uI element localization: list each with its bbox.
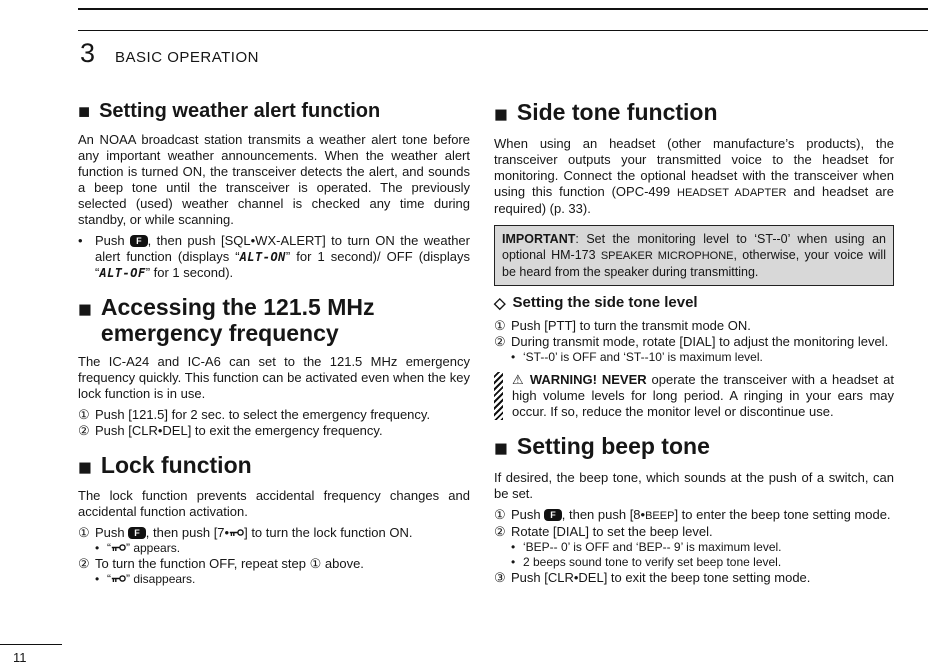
smallcaps-speaker-microphone: SPEAKER MICROPHONE [600, 249, 734, 262]
section-lock-function [78, 453, 470, 588]
heading-lock-function [78, 453, 470, 482]
step [78, 423, 470, 439]
step-number: ② [78, 556, 90, 572]
lcd-alt-on-text: ALT-ON [239, 250, 286, 264]
text-seg: ] to turn the lock function ON. [244, 525, 413, 541]
step-text: To turn the function OFF, repeat step ① above. [95, 556, 364, 572]
step-text: Rotate [DIAL] to set the beep level. [511, 523, 713, 539]
important-box [494, 225, 894, 286]
text-seg: ” disappears. [126, 572, 196, 587]
heading-text: Accessing the 121.5 MHz emergency frequency [100, 294, 375, 346]
heading-text: Setting beep tone [516, 432, 710, 459]
text-seg: When using an headset (other manufacture’s products), the transceiver outputs your transmitted voice to the headset for monitoring. Connect the optional headset with the transceiver when using this function (OPC-499 [494, 135, 894, 199]
text-seg: ” for 1 second). [145, 265, 234, 280]
subheading-text: Setting the side tone level [512, 293, 698, 311]
smallcaps-headset-adapter: HEADSET ADAPTER [677, 186, 787, 199]
page-content [78, 100, 894, 601]
weather-body: An NOAA broadcast station transmits a weather alert tone before any important weather announcements. When the weather alert function is turned ON, the transceiver detects the alert, and sounds a beep tone until the transceiver is operated. The previously selected (used) weather channel is checked any time during standby, or while scanning. [78, 132, 470, 227]
chapter-title: BASIC OPERATION [115, 49, 259, 66]
step-number: ③ [494, 569, 506, 585]
weather-step [78, 233, 470, 281]
right-column [494, 100, 894, 601]
step-number: ② [78, 422, 90, 438]
step-text: Push [121.5] for 2 sec. to select the emergency frequency. [95, 406, 431, 422]
bullet-icon: • [511, 349, 516, 364]
warning-label: WARNING! NEVER [529, 371, 647, 387]
step-text: During transmit mode, rotate [DIAL] to adjust the monitoring level. [511, 333, 889, 349]
page-number: 11 [13, 650, 27, 665]
beep-body: If desired, the beep tone, which sounds at the push of a switch, can be set. [494, 469, 894, 501]
key-lock-icon [229, 528, 244, 537]
step-text: Push [CLR•DEL] to exit the emergency frequency. [95, 422, 383, 438]
step-text: Push [CLR•DEL] to exit the beep tone setting mode. [511, 569, 811, 585]
step [78, 525, 470, 541]
sub-bullet [95, 541, 470, 556]
step [494, 334, 894, 350]
warning-block [494, 372, 894, 420]
step-text [511, 507, 891, 522]
chapter-header [80, 38, 259, 69]
emergency-body: The IC-A24 and IC-A6 can set to the 121.5 MHz emergency frequency quickly. This function can be activated even when the key lock function is in use. [78, 353, 470, 401]
step [494, 507, 894, 524]
key-lock-icon [111, 543, 126, 552]
smallcaps-beep: BEEP [645, 509, 675, 522]
f-key-icon: F [128, 527, 146, 539]
sub-bullet [511, 555, 894, 570]
bullet-icon: • [78, 233, 83, 248]
bullet-icon: • [95, 572, 100, 587]
sub-bullet [511, 540, 894, 555]
top-rule-lower [78, 30, 928, 31]
sub-bullet-text: ‘BEP-- 0’ is OFF and ‘BEP-- 9’ is maximum level. [523, 539, 782, 554]
key-lock-icon [111, 574, 126, 583]
section-emergency-frequency [78, 295, 470, 439]
warning-text [512, 372, 894, 420]
bullet-icon: • [95, 541, 100, 556]
subheading-side-tone-level [494, 294, 894, 312]
sub-bullet-text: 2 beeps sound tone to verify set beep tone level. [523, 554, 782, 569]
text-seg: operate the transceiver with a headset at high volume levels for long period. A ringing in your ears may occur. If so, reduce the monitor level or discontinue use. [512, 371, 894, 419]
square-marker-icon: ■ [78, 101, 91, 123]
text-seg: : Set the monitoring level to ‘ST--0’ when using an optional HM-173 [502, 231, 886, 262]
text-seg: Push [95, 233, 131, 248]
text-seg: “ [107, 541, 111, 556]
step [78, 407, 470, 423]
square-marker-icon: ■ [78, 453, 92, 480]
warning-icon: ⚠ [512, 371, 525, 387]
step-number: ② [494, 333, 506, 349]
step [494, 524, 894, 540]
important-label: IMPORTANT [502, 231, 576, 246]
lcd-alt-off-text: ALT-OF [99, 266, 146, 280]
step-number: ② [494, 523, 506, 539]
heading-weather-alert [78, 100, 470, 125]
sub-bullet [511, 350, 894, 365]
step-number: ① [78, 525, 90, 541]
heading-text: Side tone function [516, 99, 718, 125]
sub-bullet-text [107, 572, 195, 586]
square-marker-icon: ■ [78, 296, 92, 322]
bullet-icon: • [511, 554, 516, 569]
text-seg: “ [107, 572, 111, 587]
section-beep-tone [494, 434, 894, 586]
text-seg: Push [95, 525, 129, 541]
footer-rule [0, 644, 62, 645]
lock-body: The lock function prevents accidental frequency changes and accidental function activation. [78, 488, 470, 520]
heading-text: Lock function [100, 451, 252, 478]
step-text [95, 525, 412, 540]
heading-beep-tone [494, 434, 894, 463]
text-seg: ” appears. [126, 541, 181, 556]
heading-text: Setting weather alert function [99, 100, 381, 122]
heading-side-tone [494, 100, 894, 129]
step-text: Push [PTT] to turn the transmit mode ON. [511, 317, 751, 333]
sidetone-body [494, 136, 894, 217]
heading-emergency-frequency [78, 295, 470, 347]
bullet-icon: • [511, 539, 516, 554]
text-seg: ] to enter the beep tone setting mode. [674, 506, 891, 522]
step [494, 318, 894, 334]
step-number: ① [494, 317, 506, 333]
hatch-bar-icon [494, 372, 503, 420]
sub-bullet [95, 572, 470, 587]
step [494, 570, 894, 586]
sub-bullet-text [107, 541, 180, 555]
square-marker-icon: ■ [494, 101, 508, 127]
square-marker-icon: ■ [494, 434, 508, 461]
top-rule-upper [78, 8, 928, 10]
step-number: ① [78, 406, 90, 422]
text-seg: , then push [7• [145, 525, 230, 541]
section-weather-alert [78, 100, 470, 281]
text-seg: , otherwise, your voice will be heard from the speaker during transmitting. [502, 247, 886, 279]
section-side-tone [494, 100, 894, 420]
sub-bullet-text: ‘ST--0’ is OFF and ‘ST--10’ is maximum level. [523, 349, 763, 364]
text-seg: , then push [SQL•WX-ALERT] to turn ON the weather alert function (displays “ [95, 233, 470, 264]
text-seg: , then push [8• [561, 506, 646, 522]
weather-step-text [95, 233, 470, 280]
chapter-number: 3 [80, 38, 96, 68]
f-key-icon: F [544, 509, 562, 521]
text-seg: and headset are required) (p. 33). [494, 183, 894, 216]
step [78, 556, 470, 572]
f-key-icon: F [130, 235, 148, 247]
text-seg: Push [511, 506, 545, 522]
diamond-icon: ◇ [494, 294, 506, 312]
left-column [78, 100, 470, 601]
step-number: ① [494, 506, 506, 522]
text-seg: ” for 1 second)/ OFF (displays “ [95, 249, 470, 280]
